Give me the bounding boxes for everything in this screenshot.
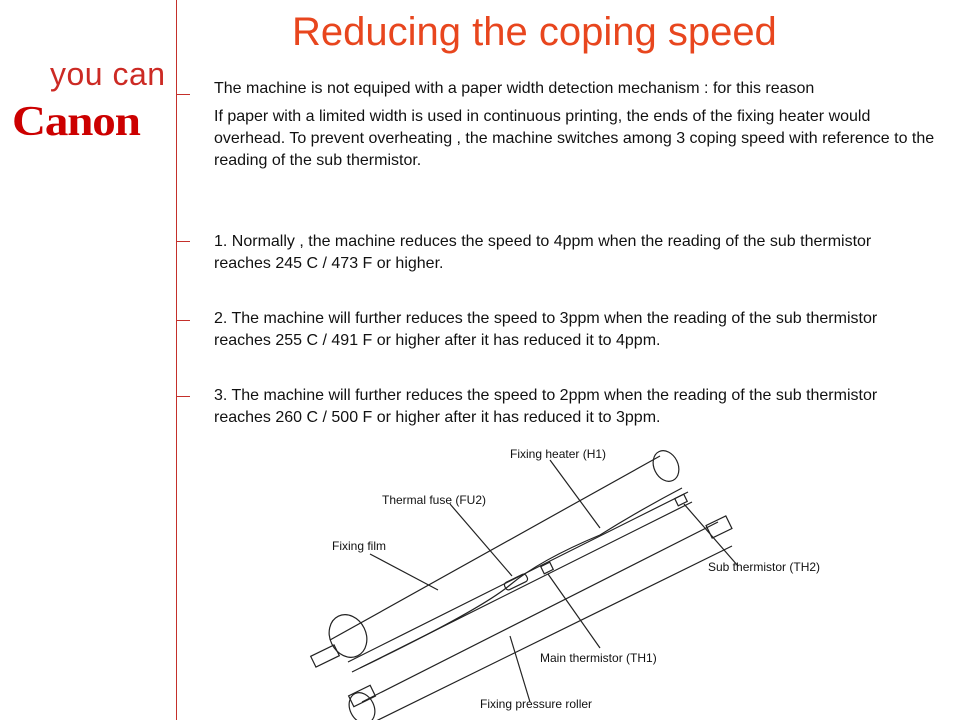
fixing-assembly-diagram: [300, 440, 860, 720]
film-wavy-edge: [360, 488, 682, 668]
sidebar-divider: [176, 0, 177, 720]
label-main-thermistor: Main thermistor (TH1): [540, 651, 657, 665]
heater-connector: [311, 645, 340, 667]
intro-line-2: If paper with a limited width is used in continuous printing, the ends of the fixing heater would overhead. To prevent overheating , the machine switches among 3 coping speed with reference to the reading of the sub thermistor.: [214, 108, 935, 169]
label-pressure-roller: Fixing pressure roller: [480, 697, 593, 711]
roller-shaft-right: [706, 516, 732, 538]
canon-logo: Canon: [12, 99, 140, 145]
point-3: 3. The machine will further reduces the speed to 2ppm when the reading of the sub thermistor reaches 260 C / 500 F or higher after it has reduced it to 3ppm.: [214, 387, 878, 426]
leader-film: [370, 554, 438, 590]
pressure-roller-top-edge: [362, 522, 718, 702]
leader-fuse: [450, 504, 512, 576]
bullet-marker: [176, 396, 190, 397]
point-1: 1. Normally , the machine reduces the speed to 4ppm when the reading of the sub thermistor reaches 245 C / 473 F or higher.: [214, 233, 872, 272]
slide-title: Reducing the coping speed: [292, 10, 777, 54]
intro-line-1: The machine is not equiped with a paper width detection mechanism : for this reason: [214, 80, 815, 97]
thermal-fuse-part: [503, 573, 528, 591]
leader-pressure-roller: [510, 636, 530, 702]
tagline: you can: [50, 56, 166, 92]
label-fixing-film: Fixing film: [332, 539, 387, 553]
sub-thermistor-part: [675, 494, 687, 506]
film-right-end: [648, 446, 684, 485]
bullet-marker: [176, 94, 190, 95]
bullet-marker: [176, 241, 190, 242]
bullet-marker: [176, 320, 190, 321]
label-thermal-fuse: Thermal fuse (FU2): [382, 493, 487, 507]
sidebar: [0, 0, 176, 720]
label-fixing-heater: Fixing heater (H1): [510, 447, 607, 461]
heater-bottom: [352, 502, 692, 672]
label-sub-thermistor: Sub thermistor (TH2): [708, 560, 821, 574]
point-2: 2. The machine will further reduces the speed to 3ppm when the reading of the sub thermistor reaches 255 C / 491 F or higher after it has reduced it to 4ppm.: [214, 310, 878, 349]
film-left-end: [322, 608, 374, 663]
